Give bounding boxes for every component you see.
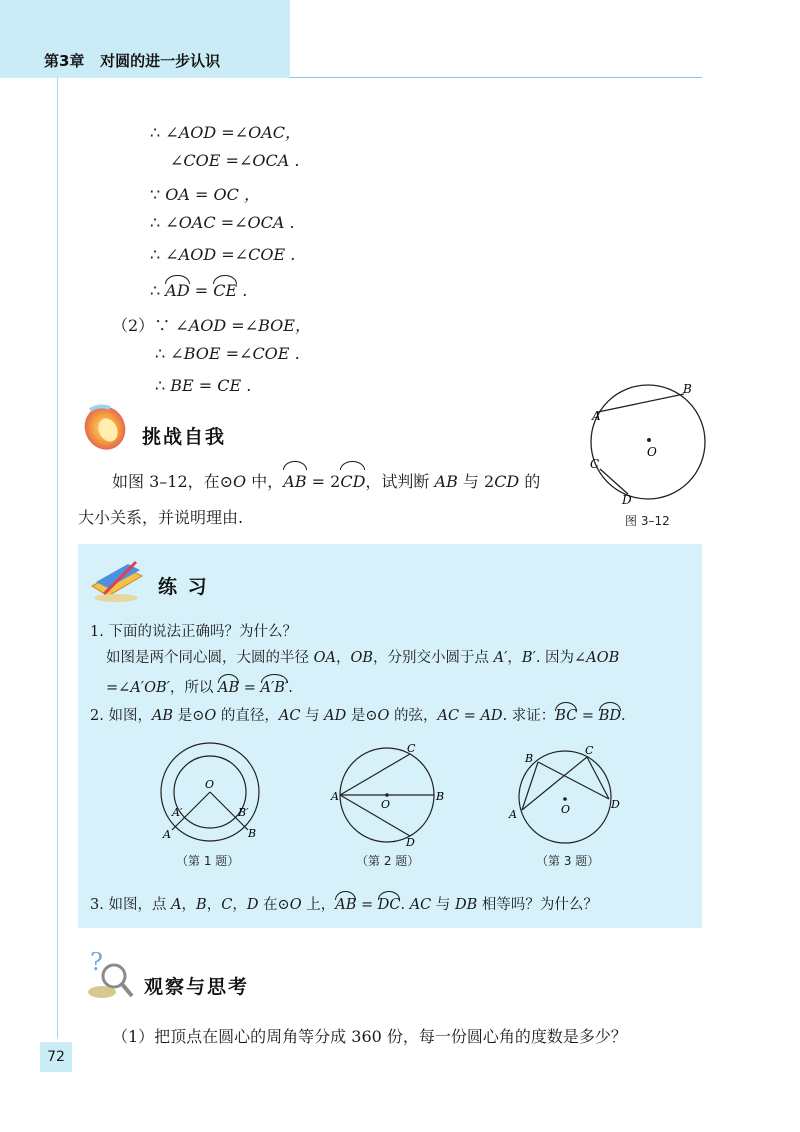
label-c: C — [590, 457, 600, 471]
proof-line-4: ∴ ∠OAC =∠OCA . — [150, 213, 295, 232]
center-point — [647, 438, 651, 442]
fig3-center — [563, 797, 567, 801]
challenge-icon — [80, 400, 130, 452]
fig1-label-a-prime: A′ — [172, 806, 183, 819]
fig1-label-a: A — [163, 828, 171, 841]
fig1-caption: （第 1 题） — [176, 854, 240, 868]
fig2-label-d: D — [406, 836, 415, 848]
label-a: A — [592, 409, 601, 423]
challenge-title: 挑战自我 — [142, 426, 227, 448]
chord-cd — [600, 469, 628, 494]
exercise-q1-line-2: 如图是两个同心圆，大圆的半径 OA，OB，分别交小圆于点 A′，B′. 因为∠AOB — [106, 650, 620, 666]
header-rule — [290, 77, 702, 78]
fig2-label-c: C — [407, 742, 416, 755]
fig3-label-c: C — [585, 744, 594, 757]
observe-question-1: （1）把顶点在圆心的周角等分成 360 份，每一份圆心角的度数是多少？ — [112, 1027, 627, 1046]
exercise-icon — [86, 556, 148, 604]
fig1-label-b-prime: B′ — [238, 806, 249, 819]
exercise-figure-2 — [330, 740, 450, 848]
proof-line-5: ∴ ∠AOD =∠COE . — [150, 245, 296, 264]
fig3-label-a: A — [509, 808, 517, 821]
figure-3-12 — [580, 380, 720, 508]
chapter-header-title — [44, 50, 220, 71]
exercise-title: 练 习 — [158, 576, 209, 598]
challenge-paragraph-line-1: 如图 3–12，在⊙O 中，AB = 2CD，试判断 AB 与 2CD 的 — [112, 467, 540, 497]
fig3-label-b: B — [525, 752, 534, 765]
figure-3-12-caption: 图 3–12 — [625, 514, 670, 528]
exercise-box — [78, 544, 702, 928]
proof-line-3: ∵ OA = OC ， — [150, 185, 260, 204]
label-d: D — [622, 493, 632, 507]
chapter-number: 第3章 — [44, 52, 85, 70]
chord-ab — [598, 394, 684, 412]
page-number: 72 — [40, 1042, 72, 1072]
proof-line-9: ∴ BE = CE . — [155, 376, 252, 395]
fig2-caption: （第 2 题） — [356, 854, 420, 868]
fig3-caption: （第 3 题） — [536, 854, 600, 868]
exercise-figure-3 — [505, 742, 625, 847]
proof-line-2: ∠COE =∠OCA . — [170, 151, 300, 170]
challenge-paragraph-line-2: 大小关系，并说明理由. — [78, 508, 244, 527]
svg-text:?: ? — [90, 948, 103, 976]
left-margin-line — [57, 78, 58, 1038]
proof-line-7: （2）∵ ∠AOD =∠BOE， — [112, 316, 311, 335]
chord-ac — [340, 754, 410, 795]
exercise-figure-1 — [155, 742, 270, 847]
exercise-q3: 3. 如图，点 A，B，C，D 在⊙O 上，AB = DC. AC 与 DB 相等吗？为什么？ — [90, 897, 598, 913]
proof-line-6: ∴ AD = CE . — [150, 281, 248, 300]
fig1-label-b: B — [248, 827, 257, 840]
fig1-label-o: O — [205, 778, 215, 791]
chapter-title: 对圆的进一步认识 — [100, 52, 221, 70]
chord-ad — [340, 795, 410, 836]
exercise-q1-line-1: 1. 下面的说法正确吗？为什么？ — [90, 624, 297, 640]
fig2-center — [385, 793, 389, 797]
observe-title: 观察与思考 — [144, 976, 250, 998]
fig2-label-o: O — [381, 798, 391, 811]
label-o: O — [647, 445, 657, 459]
exercise-q2: 2. 如图，AB 是⊙O 的直径，AC 与 AD 是⊙O 的弦，AC = AD. 求证：BC = BD. — [90, 708, 626, 724]
fig3-label-o: O — [561, 803, 571, 816]
observe-icon — [80, 948, 136, 1004]
proof-line-8: ∴ ∠BOE =∠COE . — [155, 344, 300, 363]
exercise-q1-line-3: =∠A′OB′，所以 AB = A′B′. — [106, 680, 293, 696]
fig2-label-a: A — [331, 790, 339, 803]
fig3-label-d: D — [611, 798, 620, 811]
label-b: B — [683, 382, 692, 396]
proof-line-1: ∴ ∠AOD =∠OAC， — [150, 123, 302, 142]
fig2-label-b: B — [436, 790, 445, 803]
